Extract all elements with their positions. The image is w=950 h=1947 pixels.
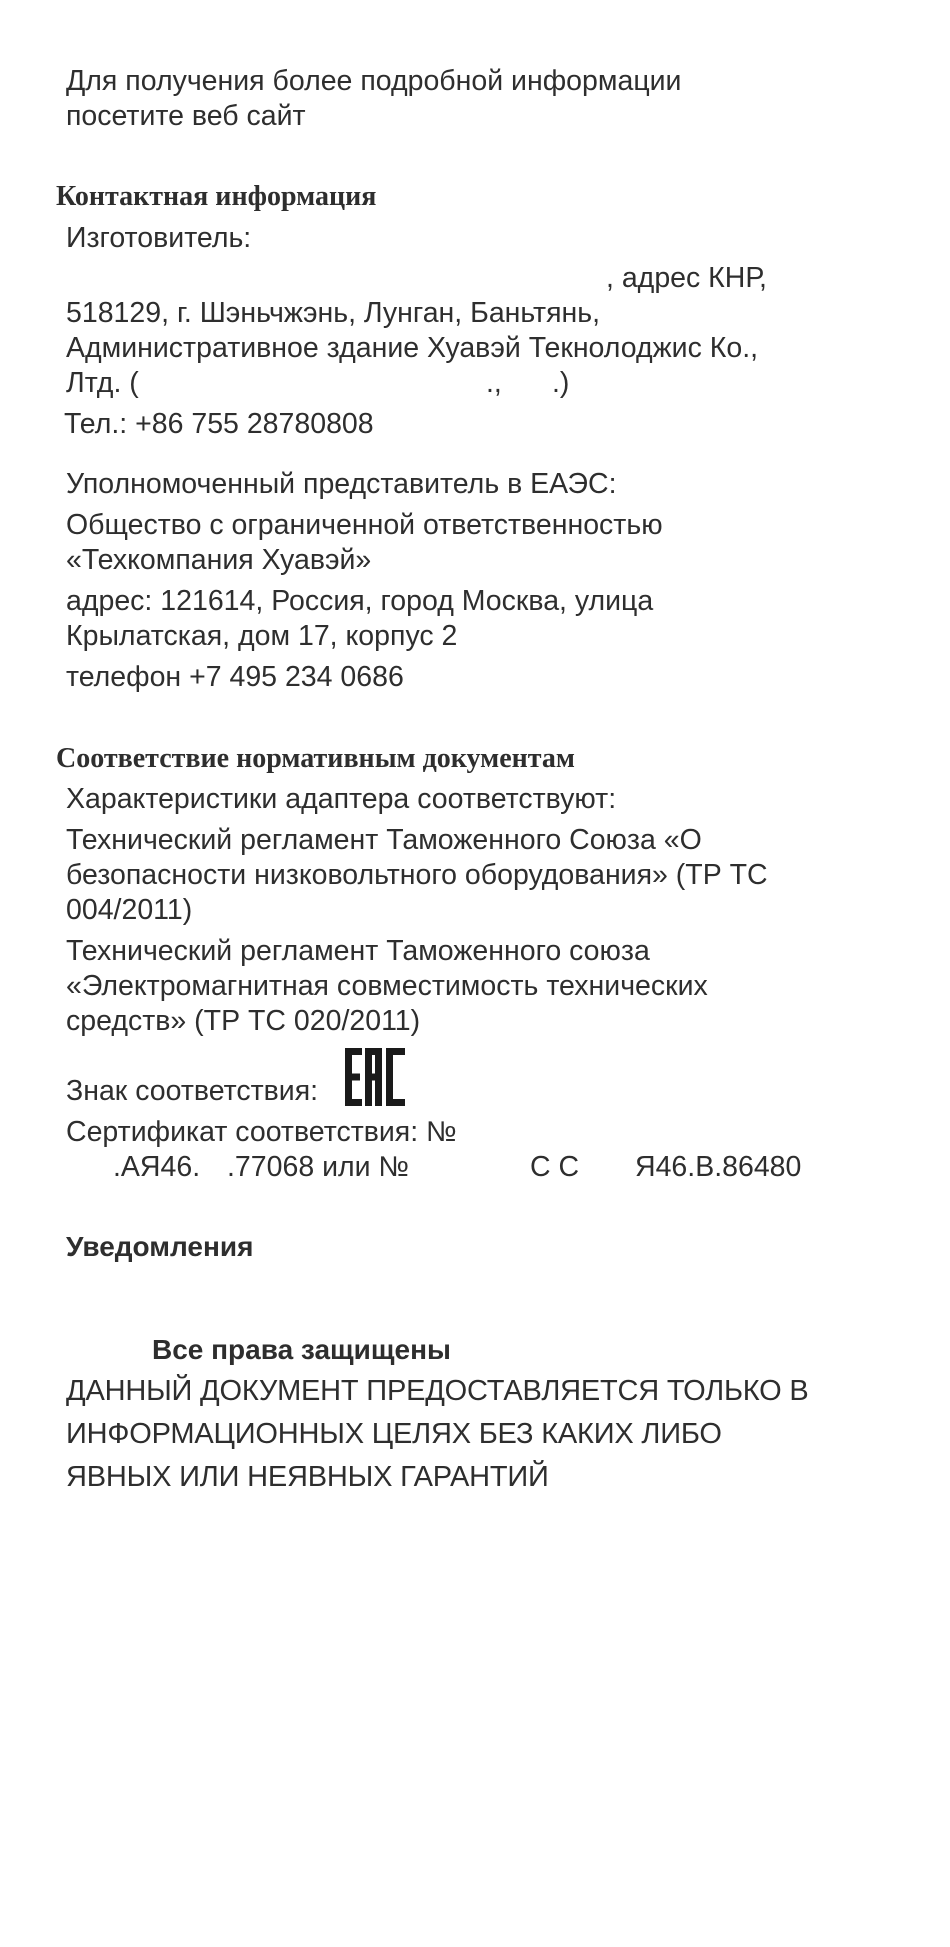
disclaimer-line1: ДАННЫЙ ДОКУМЕНТ ПРЕДОСТАВЛЯЕТСЯ ТОЛЬКО В xyxy=(66,1375,809,1407)
certificate-number-part1: .АЯ46. xyxy=(113,1151,201,1183)
manufacturer-address-line1: , адрес КНР, xyxy=(606,262,767,294)
representative-name-line1: Общество с ограниченной ответственностью xyxy=(66,509,663,541)
manufacturer-address-line3: Административное здание Хуавэй Текнолоджис Ко., xyxy=(66,332,759,364)
website-text-line2: посетите веб сайт xyxy=(66,100,306,132)
compliance-intro: Характеристики адаптера соответствуют: xyxy=(66,783,617,815)
notices-heading: Уведомления xyxy=(66,1231,254,1262)
manufacturer-label: Изготовитель: xyxy=(66,222,252,254)
rights-reserved: Все права защищены xyxy=(152,1334,451,1365)
regulation2-line3: средств» (ТР ТС 020/2011) xyxy=(66,1005,421,1037)
representative-address-line1: адрес: 121614, Россия, город Москва, улица xyxy=(66,585,654,617)
certificate-number-part3: С С xyxy=(530,1151,580,1183)
eac-mark-icon xyxy=(345,1048,405,1106)
regulation1-line3: 004/2011) xyxy=(66,894,193,926)
manufacturer-address-line4-b: ., xyxy=(486,367,502,399)
regulation1-line1: Технический регламент Таможенного Союза «О xyxy=(66,824,702,856)
certificate-number-part2: .77068 или № xyxy=(227,1151,410,1183)
representative-name-line2: «Техкомпания Хуавэй» xyxy=(66,544,372,576)
representative-phone: телефон +7 495 234 0686 xyxy=(66,661,404,693)
manufacturer-phone: Тел.: +86 755 28780808 xyxy=(64,408,374,440)
conformity-mark-label: Знак соответствия: xyxy=(66,1075,319,1107)
manufacturer-address-line2: 518129, г. Шэньчжэнь, Лунган, Баньтянь, xyxy=(66,297,601,329)
compliance-heading: Соответствие нормативным документам xyxy=(56,743,575,774)
certificate-label: Сертификат соответствия: № xyxy=(66,1116,457,1148)
contacts-heading: Контактная информация xyxy=(56,181,377,212)
certificate-number-part4: Я46.В.86480 xyxy=(635,1151,802,1183)
website-text-line1: Для получения более подробной информации xyxy=(66,65,682,97)
regulation2-line2: «Электромагнитная совместимость технических xyxy=(66,970,708,1002)
manufacturer-address-line4-a: Лтд. ( xyxy=(66,367,139,399)
disclaimer-line3: ЯВНЫХ ИЛИ НЕЯВНЫХ ГАРАНТИЙ xyxy=(66,1461,549,1493)
regulation2-line1: Технический регламент Таможенного союза xyxy=(66,935,650,967)
regulation1-line2: безопасности низковольтного оборудования» (ТР ТС xyxy=(66,859,768,891)
manufacturer-address-line4-c: .) xyxy=(552,367,570,399)
representative-label: Уполномоченный представитель в ЕАЭС: xyxy=(66,468,617,500)
disclaimer-line2: ИНФОРМАЦИОННЫХ ЦЕЛЯХ БЕЗ КАКИХ ЛИБО xyxy=(66,1418,722,1450)
representative-address-line2: Крылатская, дом 17, корпус 2 xyxy=(66,620,458,652)
